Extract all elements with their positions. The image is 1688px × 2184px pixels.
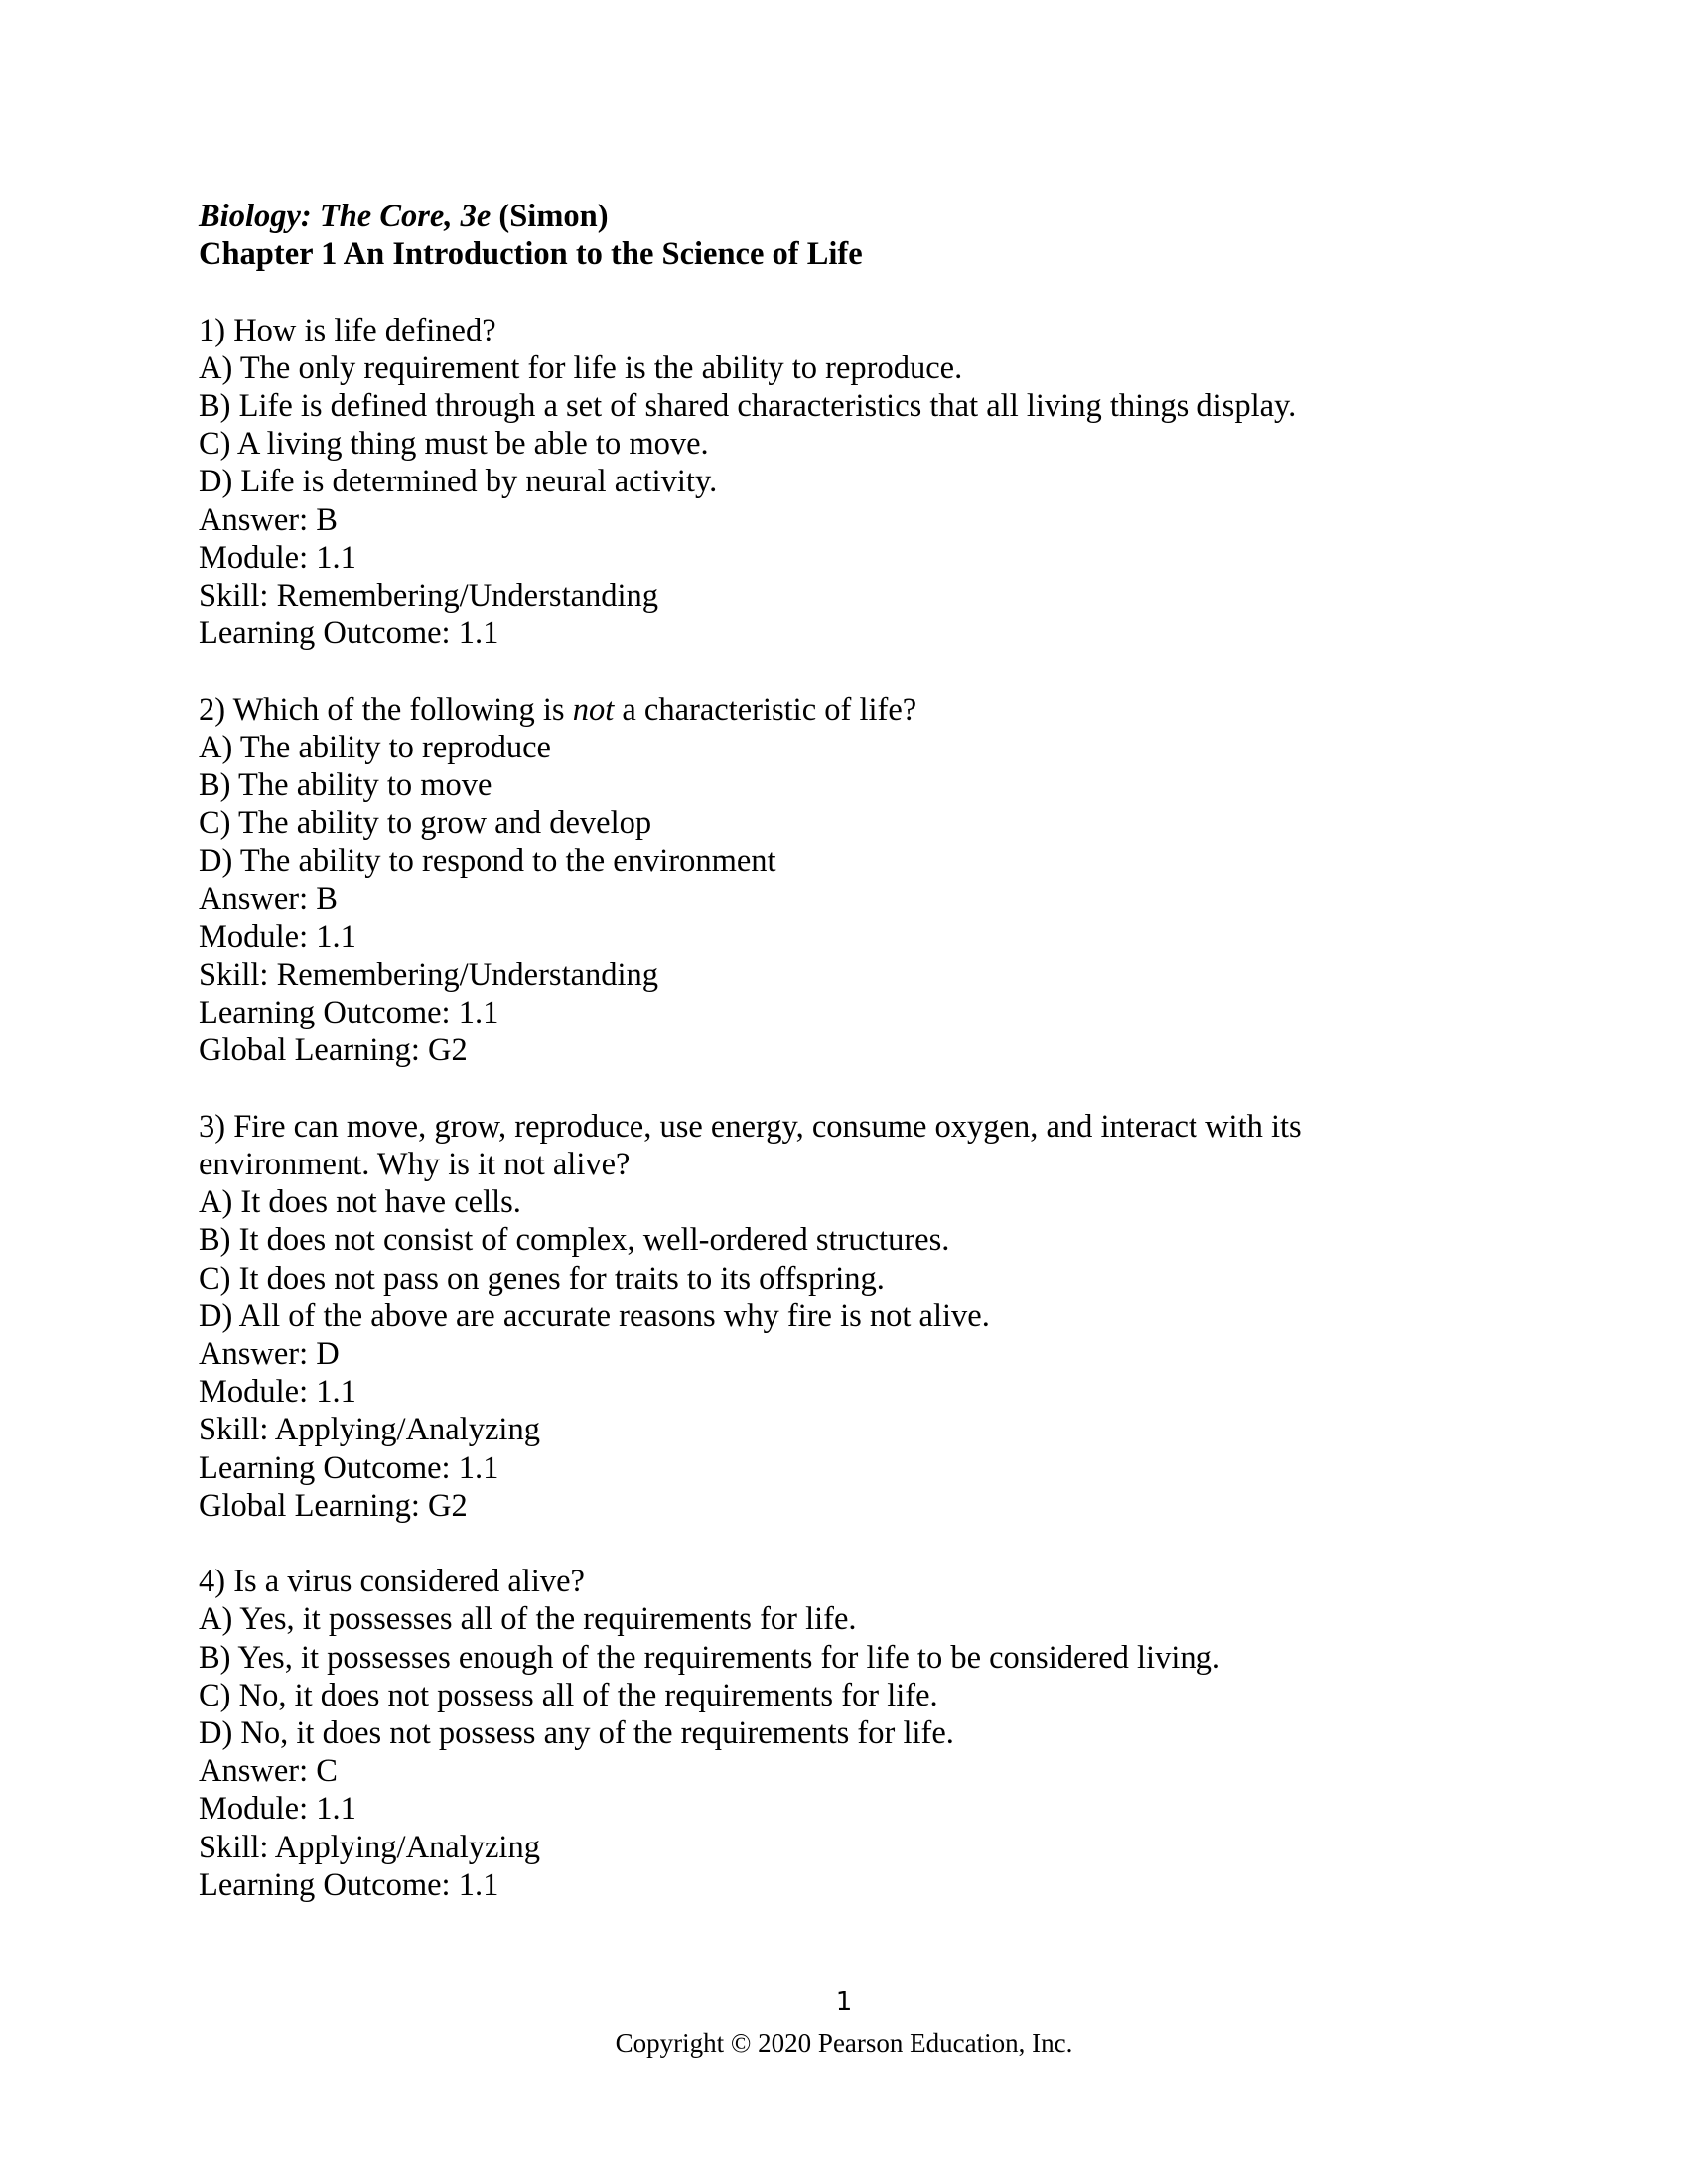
- question-stem-text: 2) Which of the following is: [199, 691, 573, 728]
- learning-outcome: Learning Outcome: 1.1: [199, 1866, 499, 1903]
- copyright-notice: Copyright © 2020 Pearson Education, Inc.: [615, 2028, 1073, 2058]
- answer: Answer: C: [199, 1753, 338, 1790]
- spacer: [199, 652, 1489, 690]
- book-author: (Simon): [498, 199, 609, 234]
- question-3: [199, 1108, 1489, 1525]
- option-c: C) It does not pass on genes for traits to its offspring.: [199, 1260, 885, 1297]
- book-title: Biology: The Core, 3e: [199, 199, 492, 234]
- module: Module: 1.1: [199, 539, 356, 576]
- skill: Skill: Applying/Analyzing: [199, 1829, 540, 1865]
- option-a: A) Yes, it possesses all of the requirements for life.: [199, 1601, 857, 1638]
- page-content: [199, 198, 1489, 1904]
- learning-outcome: Learning Outcome: 1.1: [199, 615, 499, 652]
- option-b: B) It does not consist of complex, well-ordered structures.: [199, 1222, 950, 1259]
- question-4: [199, 1563, 1489, 1904]
- question-stem: [199, 691, 1489, 729]
- option-b: B) Life is defined through a set of shared characteristics that all living things display.: [199, 388, 1297, 424]
- option-a: A) The only requirement for life is the ability to reproduce.: [199, 349, 963, 386]
- skill: Skill: Remembering/Understanding: [199, 957, 659, 994]
- module: Module: 1.1: [199, 1374, 356, 1411]
- option-d: D) Life is determined by neural activity.: [199, 464, 718, 500]
- answer: Answer: B: [199, 501, 338, 538]
- question-stem-text: a characteristic of life?: [614, 691, 917, 728]
- question-stem: 4) Is a virus considered alive?: [199, 1564, 585, 1600]
- skill: Skill: Applying/Analyzing: [199, 1412, 540, 1448]
- option-c: C) A living thing must be able to move.: [199, 426, 709, 463]
- question-stem-emphasis: not: [572, 691, 615, 728]
- option-a: A) It does not have cells.: [199, 1184, 521, 1221]
- chapter-title: Chapter 1 An Introduction to the Science of Life: [199, 236, 863, 273]
- spacer: [199, 1525, 1489, 1563]
- page-number: 1: [835, 1987, 853, 2017]
- learning-outcome: Learning Outcome: 1.1: [199, 1449, 499, 1486]
- book-title-line: [199, 198, 1489, 235]
- option-b: B) Yes, it possesses enough of the requirements for life to be considered living.: [199, 1639, 1220, 1676]
- module: Module: 1.1: [199, 1791, 356, 1828]
- option-d: D) The ability to respond to the environment: [199, 843, 776, 880]
- spacer: [199, 1070, 1489, 1108]
- global-learning: Global Learning: G2: [199, 1487, 468, 1524]
- question-stem-line-2: environment. Why is it not alive?: [199, 1147, 631, 1183]
- question-stem-line-1: 3) Fire can move, grow, reproduce, use energy, consume oxygen, and interact with its: [199, 1108, 1302, 1145]
- option-d: D) All of the above are accurate reasons why fire is not alive.: [199, 1297, 990, 1334]
- module: Module: 1.1: [199, 918, 356, 955]
- option-d: D) No, it does not possess any of the requirements for life.: [199, 1715, 954, 1752]
- option-b: B) The ability to move: [199, 767, 492, 804]
- learning-outcome: Learning Outcome: 1.1: [199, 995, 499, 1031]
- option-a: A) The ability to reproduce: [199, 729, 551, 765]
- answer: Answer: D: [199, 1336, 340, 1373]
- skill: Skill: Remembering/Understanding: [199, 578, 659, 614]
- spacer: [199, 273, 1489, 311]
- question-2: [199, 691, 1489, 1070]
- global-learning: Global Learning: G2: [199, 1032, 468, 1069]
- question-1: [199, 312, 1489, 653]
- option-c: C) The ability to grow and develop: [199, 805, 652, 842]
- answer: Answer: B: [199, 881, 338, 917]
- option-c: C) No, it does not possess all of the requirements for life.: [199, 1677, 938, 1713]
- question-stem: 1) How is life defined?: [199, 312, 496, 348]
